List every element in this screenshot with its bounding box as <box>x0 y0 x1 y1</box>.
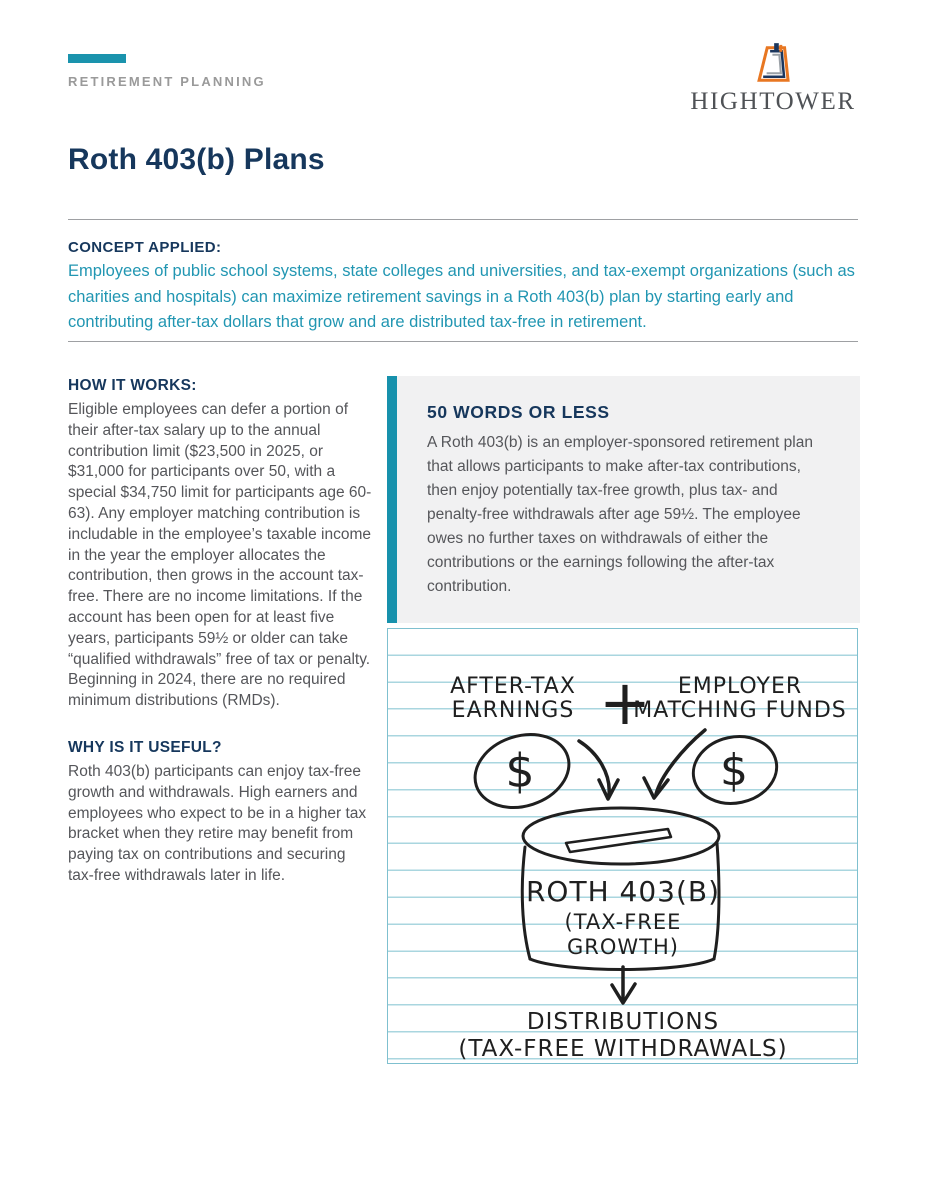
employer-matching-label-line2: MATCHING FUNDS <box>633 698 847 723</box>
distributions-label-line2: (TAX-FREE WITHDRAWALS) <box>458 1036 788 1062</box>
fifty-words-heading: 50 WORDS OR LESS <box>427 402 610 422</box>
divider-rule-bottom <box>68 341 858 342</box>
after-tax-earnings-label-line1: AFTER-TAX <box>450 674 576 699</box>
arrow-to-distributions <box>612 967 635 1003</box>
dollar-sign-left: $ <box>505 744 535 798</box>
roth-403b-flow-diagram <box>387 628 858 1064</box>
distributions-label-line1: DISTRIBUTIONS <box>526 1009 720 1035</box>
hightower-logo-text: HIGHTOWER <box>690 88 856 115</box>
how-it-works-heading: HOW IT WORKS: <box>68 377 197 394</box>
concept-applied-body: Employees of public school systems, state colleges and universities, and tax-exempt organizations (such as charities and hospitals) can maximize retirement savings in a Roth 403(b) plan by starting early and contributing after-tax dollars that grow and are distributed tax-free in retirement. <box>68 262 855 331</box>
section-tag-bar <box>68 54 126 63</box>
fifty-words-body: A Roth 403(b) is an employer-sponsored retirement plan that allows participants to make after-tax contributions, then enjoy potentially tax-free growth, plus tax- and penalty-free withdrawals after age 59½. The employee owes no further taxes on withdrawals of either the contributions or the earnings following the after-tax contribution. <box>427 434 813 595</box>
after-tax-earnings-label-line2: EARNINGS <box>451 698 575 723</box>
dollar-sign-right: $ <box>720 745 748 796</box>
how-it-works-body: Eligible employees can defer a portion of their after-tax salary up to the annual contribution limit ($23,500 in 2025, or $31,000 for participants over 50, with a special $34,750 limit for participants age 60-63). Any employer matching contribution is includable in the employee’s taxable income in the year the employer allocates the contribution, then grows in the account tax-free. There are no income limitations. If the account has been open for at least five years, participants 59½ or older can take “qualified withdrawals” free of tax or penalty. Beginning in 2024, there are no required minimum distributions (RMDs). <box>68 401 372 710</box>
arrow-left-into-bank <box>579 741 618 799</box>
diagram-sketch <box>388 629 859 1065</box>
bank-label-line2: (TAX-FREE <box>564 910 682 934</box>
bank-label-line3: GROWTH) <box>567 935 679 959</box>
employer-matching-label-line1: EMPLOYER <box>677 674 803 699</box>
hightower-logo-icon <box>752 42 794 86</box>
left-column <box>68 377 375 887</box>
why-useful-body: Roth 403(b) participants can enjoy tax-free growth and withdrawals. High earners and employees who expect to be in a higher tax bracket when they retire may benefit from paying tax on contributions and securing tax-free withdrawals later in life. <box>68 762 367 884</box>
fifty-words-callout <box>387 376 860 623</box>
plus-sign: + <box>599 666 651 739</box>
bank-label-line1: ROTH 403(B) <box>525 875 721 908</box>
section-tag-label: RETIREMENT PLANNING <box>68 74 266 89</box>
concept-applied-heading: CONCEPT APPLIED: <box>68 239 222 256</box>
page-title: Roth 403(b) Plans <box>68 143 325 176</box>
hightower-logo <box>683 42 863 116</box>
why-useful-heading: WHY IS IT USEFUL? <box>68 738 222 756</box>
divider-rule-top <box>68 219 858 220</box>
